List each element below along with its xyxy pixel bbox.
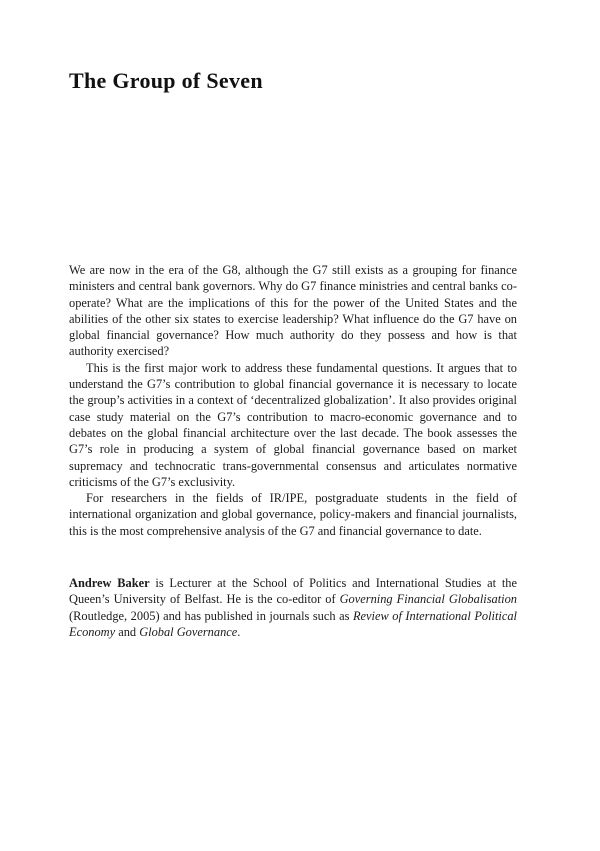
book-title: The Group of Seven	[69, 68, 263, 93]
blurb-paragraph-2: This is the first major work to address these fundamental questions. It argues that to understand the G7’s contribution to global financial governance it is necessary to locate the group’s activities in a context of ‘decentralized globalization’. It also provides original case study material on the G7’s contribution to macro-economic governance and to debates on the global financial architecture over the last decade. The book assesses the G7’s role in producing a system of global financial governance based on market supremacy and technocratic trans-governmental consensus and articulates normative criticisms of the G7’s exclusivity.	[69, 360, 517, 489]
author-name: Andrew Baker	[69, 576, 150, 590]
author-bio	[69, 575, 517, 640]
blurb-paragraph-1: We are now in the era of the G8, although the G7 still exists as a grouping for finance ministers and central bank governors. Why do G7 finance ministries and central banks co-operate? What are the implications of this for the power of the United States and the abilities of the other six states to exercise leadership? What influence do the G7 have on global financial governance? How much authority do they possess and how is that authority exercised?	[69, 263, 517, 359]
bio-text-1: is Lecturer at the School of Politics and International Studies at the Queen’s University of Belfast. He is the co-editor of	[69, 576, 517, 607]
blurb-text	[69, 262, 517, 539]
bio-journal-2: Global Governance	[139, 624, 238, 639]
blurb-paragraph-3: For researchers in the fields of IR/IPE, postgraduate students in the field of international organization and global governance, policy-makers and financial journalists, this is the most comprehensive analysis of the G7 and financial governance to date.	[69, 491, 517, 538]
bio-book-title: Governing Financial Globalisation	[339, 592, 517, 607]
bio-text-3: and	[115, 624, 140, 639]
bio-journal-1: Review of International Political Economy	[69, 608, 517, 639]
bio-text-4: .	[237, 624, 241, 639]
bio-text-2: (Routledge, 2005) and has published in journals such as	[69, 608, 353, 623]
